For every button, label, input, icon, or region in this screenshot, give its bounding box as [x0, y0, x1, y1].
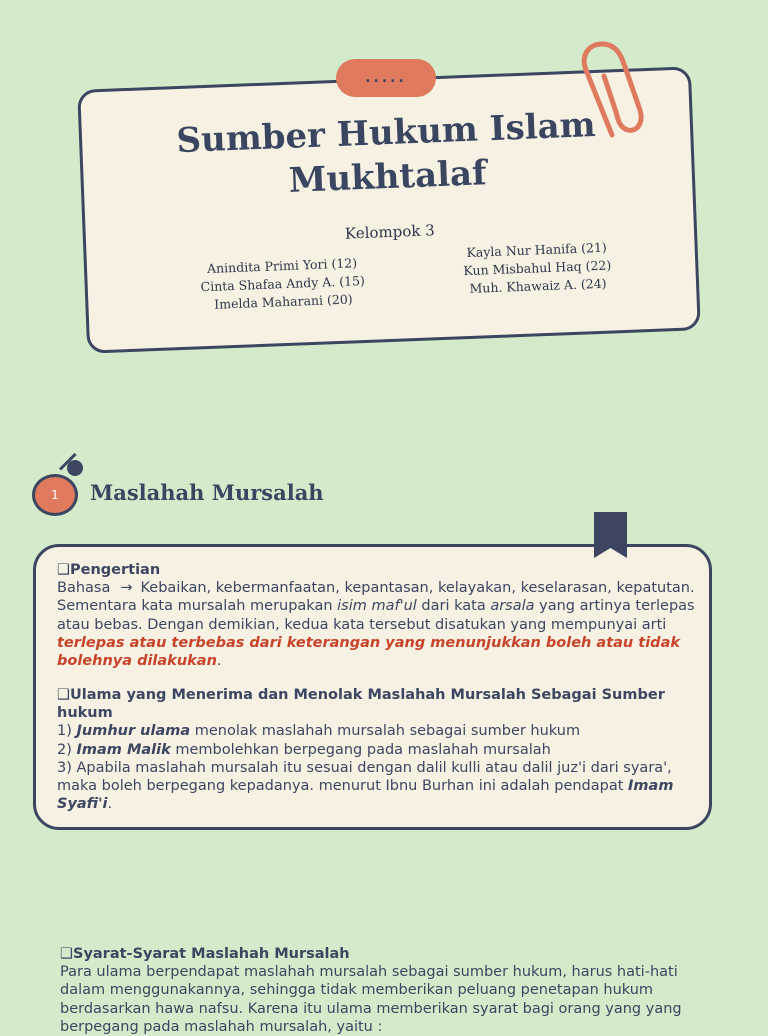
pengertian-block: [57, 561, 707, 670]
member-name: Cinta Shafaa Andy A. (15): [200, 272, 366, 295]
member-name: Kun Misbahul Haq (22): [463, 257, 612, 279]
title-line-1: Sumber Hukum Islam: [175, 105, 597, 162]
pengertian-paragraph: Sementara kata mursalah merupakan isim maf'ul dari kata arsala yang artinya terlepas atau bebas. Dengan demikian, kedua kata tersebut disatukan yang mempunyai arti terlepas atau terbebas dari keterangan yang menunjukkan boleh atau tidak bolehnya dilakukan.: [57, 598, 695, 670]
list-item: 3) Apabila maslahah mursalah itu sesuai dengan dalil kulli atau dalil juz'i dari syara', maka boleh berpegang kepadanya. menurut Ibnu Burhan ini adalah pendapat Imam Syafi'i.: [57, 759, 674, 813]
list-item: 1) Jumhur ulama menolak maslahah mursalah sebagai sumber hukum: [57, 723, 581, 740]
members-left: [187, 254, 379, 315]
section-title: Maslahah Mursalah: [90, 480, 324, 505]
syarat-paragraph: Para ulama berpendapat maslahah mursalah sebagai sumber hukum, harus hati-hati dalam menggunakannya, sehingga tidak memberikan peluang penetapan hukum berdasarkan hawa nafsu. Karena itu ulama memberikan syarat bagi orang yang yang berpegang pada maslahah mursalah, yaitu :: [60, 964, 682, 1035]
tab-dots: .....: [365, 70, 407, 86]
title-line-2: Mukhtalaf: [288, 153, 488, 201]
ulama-heading: ❑Ulama yang Menerima dan Menolak Maslahah Mursalah Sebagai Sumber hukum: [57, 687, 665, 722]
member-name: Kayla Nur Hanifa (21): [466, 239, 608, 261]
checkbox-bullet-icon: ❑: [57, 562, 70, 578]
members-right: [441, 238, 633, 299]
bahasa-line: [57, 579, 707, 597]
paperclip-icon: [574, 40, 654, 150]
syarat-block: [60, 945, 710, 1036]
arrow-right-icon: →: [120, 580, 133, 597]
checkbox-bullet-icon: ❑: [60, 946, 73, 962]
definition-highlight: terlepas atau terbebas dari keterangan yang menunjukkan boleh atau tidak bolehnya dilakukan: [57, 634, 680, 670]
badge-pin-dot: [67, 460, 83, 476]
syarat-heading: ❑Syarat-Syarat Maslahah Mursalah: [60, 946, 350, 962]
checkbox-bullet-icon: ❑: [57, 687, 70, 703]
pengertian-heading: ❑Pengertian: [57, 562, 161, 578]
section-number-badge: [32, 474, 78, 516]
member-name: Imelda Maharani (20): [213, 291, 353, 312]
title-tab-pill: [336, 59, 436, 97]
member-name: Anindita Primi Yori (12): [206, 255, 358, 277]
ulama-block: [57, 686, 707, 813]
member-name: Muh. Khawaiz A. (24): [469, 275, 607, 296]
list-item: 2) Imam Malik membolehkan berpegang pada maslahah mursalah: [57, 741, 551, 758]
bookmark-icon: [594, 512, 627, 558]
bahasa-label: Bahasa: [57, 580, 111, 597]
section-number: 1: [51, 488, 59, 502]
bahasa-text: Kebaikan, kebermanfaatan, kepantasan, kelayakan, keselarasan, kepatutan.: [140, 580, 695, 597]
group-label: Kelompok 3: [344, 221, 436, 243]
